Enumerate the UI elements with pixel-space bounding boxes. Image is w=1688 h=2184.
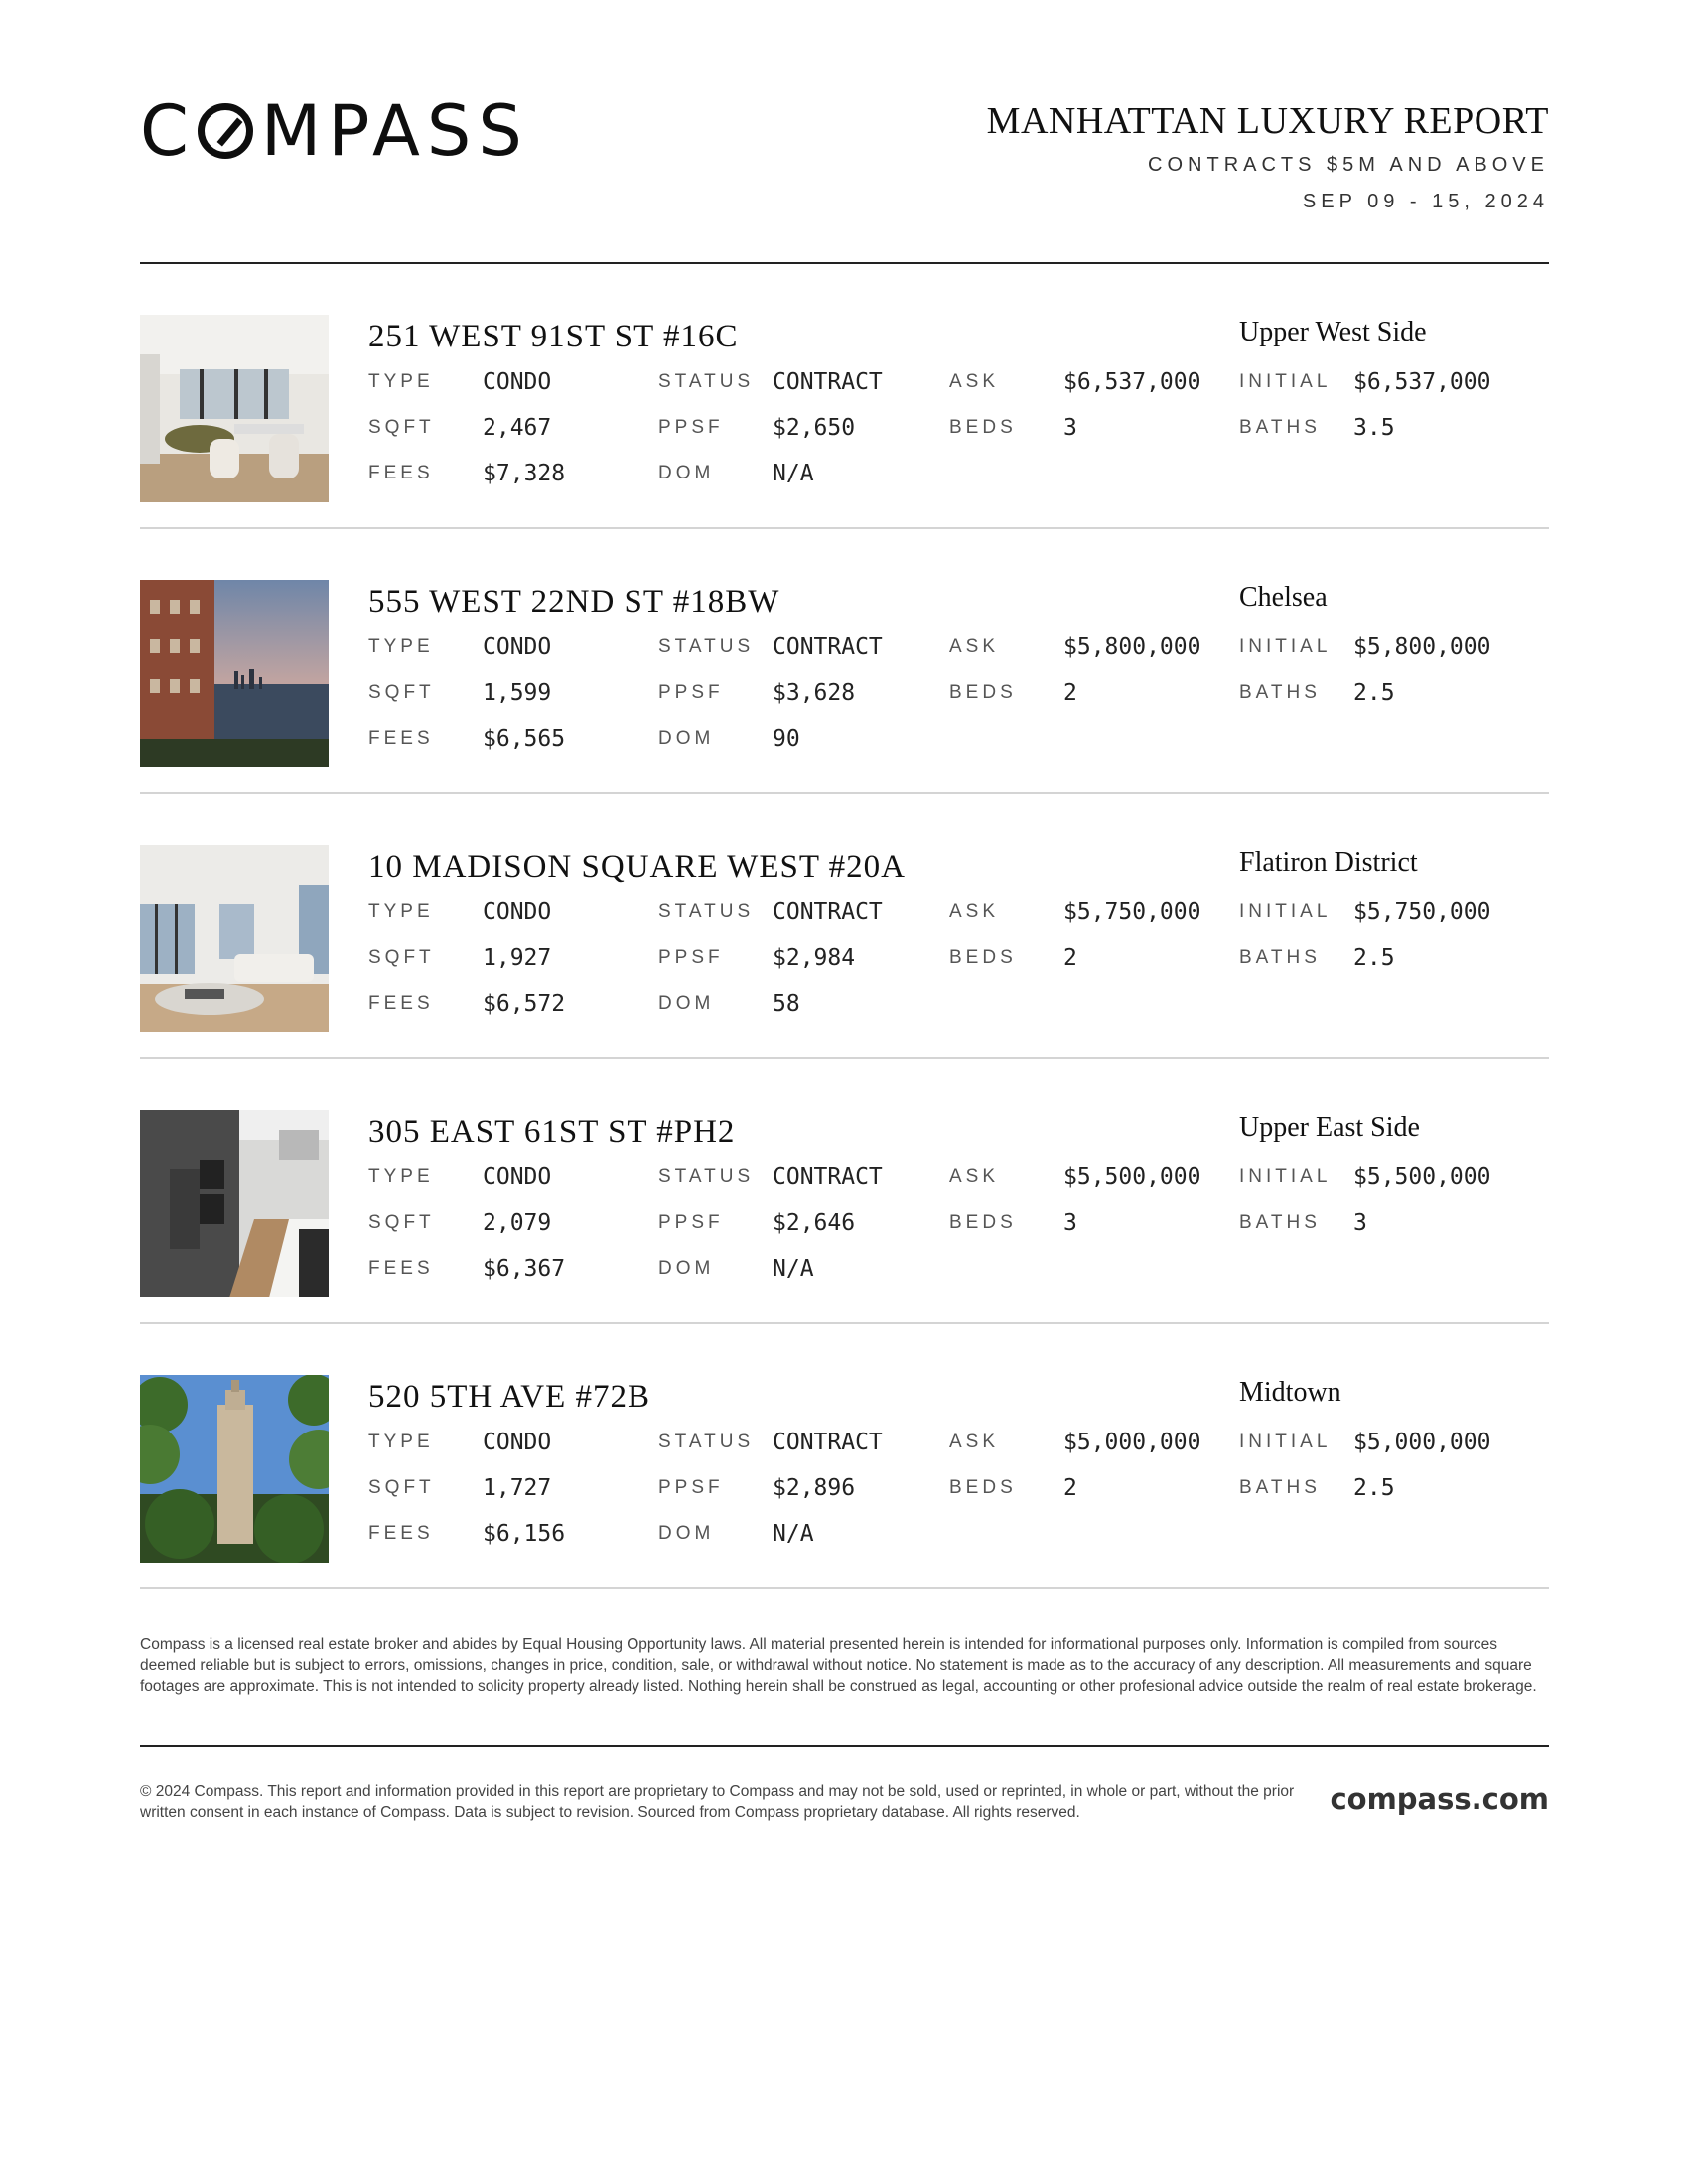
dom-label: DOM xyxy=(658,1258,715,1279)
initial-value: $5,000,000 xyxy=(1353,1430,1491,1455)
compass-logo xyxy=(140,90,567,172)
report-date-range: SEP 09 - 15, 2024 xyxy=(1302,191,1549,212)
listing-neighborhood: Upper West Side xyxy=(1239,317,1427,347)
dom-value: N/A xyxy=(773,461,814,486)
listing-row xyxy=(140,1059,1549,1324)
ppsf-value: $2,896 xyxy=(773,1475,856,1501)
listing-address: 305 EAST 61ST ST #PH2 xyxy=(368,1114,736,1150)
baths-label: BATHS xyxy=(1239,947,1321,968)
listing-photo xyxy=(140,845,329,1032)
dom-label: DOM xyxy=(658,728,715,749)
initial-label: INITIAL xyxy=(1239,901,1332,922)
fees-label: FEES xyxy=(368,993,434,1014)
beds-label: BEDS xyxy=(949,1477,1017,1498)
initial-label: INITIAL xyxy=(1239,1166,1332,1187)
dom-label: DOM xyxy=(658,1523,715,1544)
copyright-notice: © 2024 Compass. This report and information provided in this report are proprietary to Compass and may not be sold, used or reprinted, in whole or part, without the prior written consent in each instance of Compass. Data is subject to revision. Sourced from Compass proprietary database. All rights reserved. xyxy=(140,1783,1295,1821)
dom-value: 90 xyxy=(773,726,800,751)
initial-label: INITIAL xyxy=(1239,371,1332,392)
sqft-label: SQFT xyxy=(368,682,435,703)
listing-row xyxy=(140,529,1549,794)
fees-value: $6,367 xyxy=(483,1256,566,1282)
ppsf-label: PPSF xyxy=(658,947,724,968)
listing-neighborhood: Flatiron District xyxy=(1239,847,1418,878)
website-link[interactable]: compass.com xyxy=(1330,1782,1549,1816)
ask-value: $6,537,000 xyxy=(1063,369,1201,395)
sqft-value: 1,727 xyxy=(483,1475,552,1501)
dom-label: DOM xyxy=(658,463,715,483)
type-label: TYPE xyxy=(368,1166,434,1187)
fees-value: $6,565 xyxy=(483,726,566,751)
sqft-value: 2,467 xyxy=(483,415,552,441)
ppsf-label: PPSF xyxy=(658,417,724,438)
fees-value: $7,328 xyxy=(483,461,566,486)
baths-value: 2.5 xyxy=(1353,1475,1395,1501)
report-subtitle: CONTRACTS $5M AND ABOVE xyxy=(1148,154,1549,176)
listing-address: 520 5TH AVE #72B xyxy=(368,1379,650,1415)
listing-address: 555 WEST 22ND ST #18BW xyxy=(368,584,780,619)
type-value: CONDO xyxy=(483,369,552,395)
beds-value: 3 xyxy=(1063,1210,1077,1236)
baths-label: BATHS xyxy=(1239,417,1321,438)
status-label: STATUS xyxy=(658,1166,755,1187)
dom-value: 58 xyxy=(773,991,800,1017)
initial-label: INITIAL xyxy=(1239,636,1332,657)
listing-neighborhood: Midtown xyxy=(1239,1377,1341,1408)
beds-value: 2 xyxy=(1063,1475,1077,1501)
status-label: STATUS xyxy=(658,1432,755,1452)
status-value: CONTRACT xyxy=(773,1164,883,1190)
ppsf-value: $2,646 xyxy=(773,1210,856,1236)
beds-label: BEDS xyxy=(949,682,1017,703)
status-label: STATUS xyxy=(658,371,755,392)
ask-value: $5,500,000 xyxy=(1063,1164,1201,1190)
listing-address: 251 WEST 91ST ST #16C xyxy=(368,319,739,354)
ask-label: ASK xyxy=(949,901,1000,922)
baths-label: BATHS xyxy=(1239,682,1321,703)
sqft-label: SQFT xyxy=(368,1477,435,1498)
type-label: TYPE xyxy=(368,371,434,392)
sqft-value: 2,079 xyxy=(483,1210,552,1236)
beds-value: 2 xyxy=(1063,680,1077,706)
status-value: CONTRACT xyxy=(773,369,883,395)
beds-value: 3 xyxy=(1063,415,1077,441)
type-value: CONDO xyxy=(483,1430,552,1455)
type-label: TYPE xyxy=(368,901,434,922)
beds-label: BEDS xyxy=(949,417,1017,438)
ask-value: $5,750,000 xyxy=(1063,899,1201,925)
sqft-label: SQFT xyxy=(368,947,435,968)
type-label: TYPE xyxy=(368,636,434,657)
status-label: STATUS xyxy=(658,901,755,922)
dom-value: N/A xyxy=(773,1256,814,1282)
baths-value: 3 xyxy=(1353,1210,1367,1236)
listing-row xyxy=(140,1324,1549,1589)
listing-photo xyxy=(140,315,329,502)
ask-label: ASK xyxy=(949,1166,1000,1187)
footer-divider xyxy=(140,1745,1549,1747)
status-value: CONTRACT xyxy=(773,634,883,660)
listing-row xyxy=(140,264,1549,529)
type-value: CONDO xyxy=(483,899,552,925)
listing-address: 10 MADISON SQUARE WEST #20A xyxy=(368,849,906,885)
beds-label: BEDS xyxy=(949,947,1017,968)
listing-neighborhood: Chelsea xyxy=(1239,582,1328,613)
fees-value: $6,572 xyxy=(483,991,566,1017)
fees-label: FEES xyxy=(368,728,434,749)
baths-label: BATHS xyxy=(1239,1477,1321,1498)
report-header xyxy=(140,0,1549,264)
report-page xyxy=(140,0,1549,1589)
dom-label: DOM xyxy=(658,993,715,1014)
fees-label: FEES xyxy=(368,1258,434,1279)
fees-label: FEES xyxy=(368,1523,434,1544)
listing-photo xyxy=(140,1110,329,1297)
sqft-label: SQFT xyxy=(368,417,435,438)
listing-row xyxy=(140,794,1549,1059)
status-label: STATUS xyxy=(658,636,755,657)
sqft-value: 1,599 xyxy=(483,680,552,706)
listing-photo xyxy=(140,580,329,767)
fees-label: FEES xyxy=(368,463,434,483)
ask-label: ASK xyxy=(949,636,1000,657)
logo-compass-o-icon xyxy=(198,103,253,159)
listing-photo xyxy=(140,1375,329,1563)
ask-value: $5,800,000 xyxy=(1063,634,1201,660)
sqft-value: 1,927 xyxy=(483,945,552,971)
type-value: CONDO xyxy=(483,634,552,660)
status-value: CONTRACT xyxy=(773,899,883,925)
initial-value: $5,750,000 xyxy=(1353,899,1491,925)
status-value: CONTRACT xyxy=(773,1430,883,1455)
initial-value: $5,500,000 xyxy=(1353,1164,1491,1190)
ask-label: ASK xyxy=(949,1432,1000,1452)
ppsf-label: PPSF xyxy=(658,682,724,703)
beds-value: 2 xyxy=(1063,945,1077,971)
beds-label: BEDS xyxy=(949,1212,1017,1233)
fees-value: $6,156 xyxy=(483,1521,566,1547)
sqft-label: SQFT xyxy=(368,1212,435,1233)
ppsf-label: PPSF xyxy=(658,1477,724,1498)
ask-label: ASK xyxy=(949,371,1000,392)
report-title: MANHATTAN LUXURY REPORT xyxy=(986,100,1549,142)
ppsf-value: $3,628 xyxy=(773,680,856,706)
listing-neighborhood: Upper East Side xyxy=(1239,1112,1420,1143)
baths-value: 3.5 xyxy=(1353,415,1395,441)
initial-value: $6,537,000 xyxy=(1353,369,1491,395)
dom-value: N/A xyxy=(773,1521,814,1547)
legal-disclaimer: Compass is a licensed real estate broker and abides by Equal Housing Opportunity laws. All material presented herein is intended for informational purposes only. Information is compiled from sources deemed reliable but is subject to errors, omissions, changes in price, condition, sale, or withdrawal without notice. No statement is made as to the accuracy of any description. All measurements and square footages are approximate. This is not intended to solicity property already listed. Nothing herein shall be construed as legal, accounting or other profesional advice outside the realm of real estate brokerage. xyxy=(140,1636,1537,1695)
ppsf-label: PPSF xyxy=(658,1212,724,1233)
baths-value: 2.5 xyxy=(1353,945,1395,971)
type-label: TYPE xyxy=(368,1432,434,1452)
ask-value: $5,000,000 xyxy=(1063,1430,1201,1455)
initial-label: INITIAL xyxy=(1239,1432,1332,1452)
type-value: CONDO xyxy=(483,1164,552,1190)
initial-value: $5,800,000 xyxy=(1353,634,1491,660)
baths-label: BATHS xyxy=(1239,1212,1321,1233)
logo-wordmark: C MPASS xyxy=(140,90,529,172)
baths-value: 2.5 xyxy=(1353,680,1395,706)
ppsf-value: $2,984 xyxy=(773,945,856,971)
ppsf-value: $2,650 xyxy=(773,415,856,441)
